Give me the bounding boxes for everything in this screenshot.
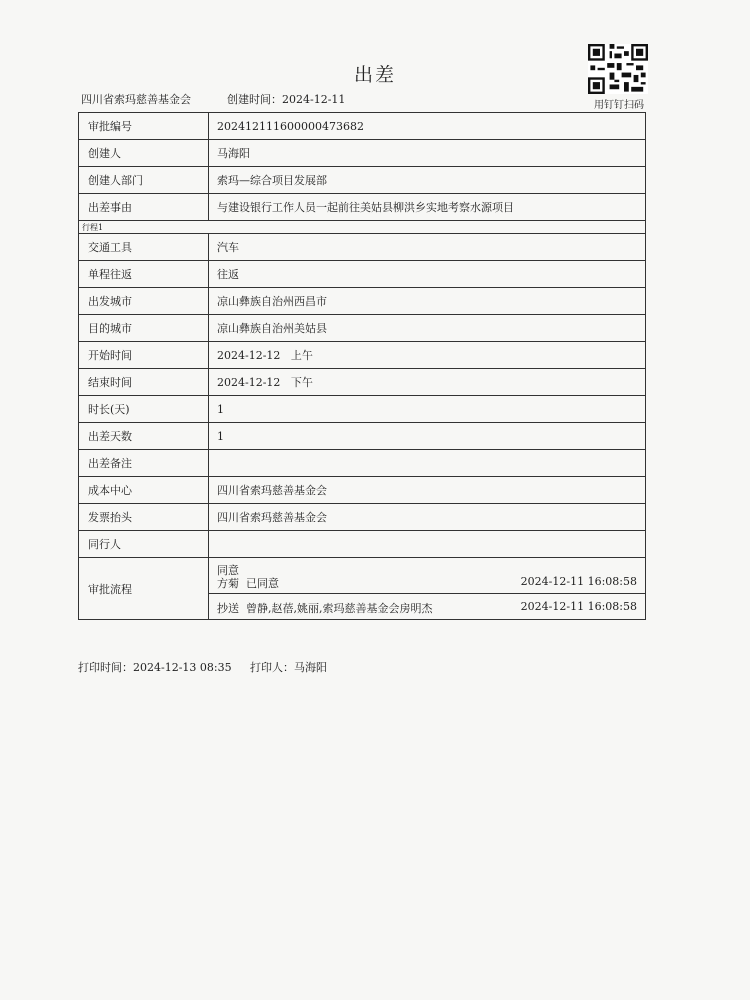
row-value: 与建设银行工作人员一起前往美姑县柳洪乡实地考察水源项目 [217,201,514,214]
approval-row [79,558,645,619]
row-label: 开始时间 [79,342,209,368]
row-value: 1 [217,402,224,416]
row-value: 往返 [217,268,239,281]
form-row [79,369,645,396]
form-row [79,423,645,450]
approval-record [209,558,645,594]
row-label: 出差备注 [79,450,209,476]
qr-caption: 用钉钉扫码 [594,100,644,111]
row-value: 汽车 [217,241,239,254]
row-value: 四川省索玛慈善基金会 [217,484,327,497]
cc-time: 2024-12-11 16:08:58 [520,600,637,613]
form-row [79,167,645,194]
row-value: 凉山彝族自治州西昌市 [217,295,327,308]
row-label: 发票抬头 [79,504,209,530]
cc-record [209,594,645,619]
form-row [79,113,645,140]
row-value: 凉山彝族自治州美姑县 [217,322,327,335]
row-label: 结束时间 [79,369,209,395]
row-value: 1 [217,429,224,443]
row-value: 2024-12-12 下午 [217,376,313,389]
row-label: 创建人 [79,140,209,166]
row-label: 出差事由 [79,194,209,220]
qr-code-icon[interactable] [588,44,648,94]
page-title: 出差 [353,64,396,86]
travel-form-table [78,112,646,620]
row-value: 索玛—综合项目发展部 [217,174,327,187]
row-value: 四川省索玛慈善基金会 [217,511,327,524]
cc-recipients: 抄送 曾静,赵蓓,姚丽,索玛慈善基金会房明杰 [217,602,433,615]
form-row [79,450,645,477]
form-row [79,234,645,261]
organization-name: 四川省索玛慈善基金会 [81,93,191,106]
print-time: 打印时间：2024-12-13 08:35 [78,661,232,674]
row-value [209,531,645,557]
printer-name: 打印人：马海阳 [250,661,327,674]
row-label: 出发城市 [79,288,209,314]
approval-details [209,558,645,619]
form-row [79,396,645,423]
approval-time: 2024-12-11 16:08:58 [520,575,637,588]
row-label: 同行人 [79,531,209,557]
form-row [79,288,645,315]
trip-section-label: 行程1 [79,221,645,234]
form-row [79,194,645,221]
form-row [79,504,645,531]
row-value: 马海阳 [217,147,250,160]
row-label: 审批流程 [79,558,209,619]
row-label: 创建人部门 [79,167,209,193]
approver-status: 方菊 已同意 [217,577,279,590]
row-value: 2024-12-12 上午 [217,349,313,362]
approval-comment: 同意 [217,564,239,577]
form-row [79,531,645,558]
form-row [79,477,645,504]
form-row [79,315,645,342]
row-label: 审批编号 [79,113,209,139]
row-label: 交通工具 [79,234,209,260]
row-value [209,450,645,476]
row-label: 单程往返 [79,261,209,287]
row-label: 时长(天) [79,396,209,422]
row-label: 成本中心 [79,477,209,503]
row-label: 出差天数 [79,423,209,449]
form-row [79,140,645,167]
row-value: 202412111600000473682 [217,119,364,133]
row-label: 目的城市 [79,315,209,341]
created-time: 创建时间：2024-12-11 [227,93,346,106]
form-row [79,261,645,288]
form-row [79,342,645,369]
